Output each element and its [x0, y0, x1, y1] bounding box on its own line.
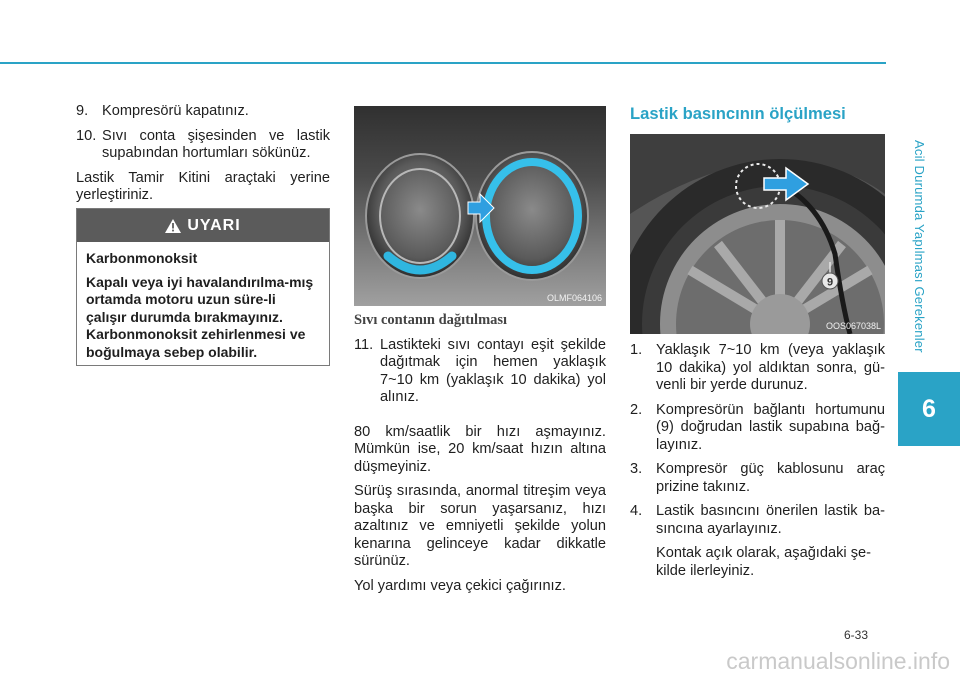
figure-code: OOS067038L: [825, 321, 881, 331]
warning-body: [77, 242, 329, 369]
list-item: [630, 402, 885, 455]
subheading: Sıvı contanın dağıtılması: [354, 312, 508, 328]
header-rule: [0, 62, 886, 64]
paragraph: Lastik Tamir Kitini araçtaki yerine yerleştiriniz.: [76, 169, 330, 203]
warning-triangle-icon: [165, 219, 181, 233]
list-number: 10.: [76, 127, 97, 144]
list-item: [354, 337, 606, 407]
figure-tire-pressure: [630, 134, 885, 334]
list-item: [76, 103, 330, 121]
list-text: Sıvı conta şişesinden ve lastik supabından hortumları sökünüz.: [102, 127, 330, 161]
column-left: [76, 103, 330, 212]
list-number: 4.: [630, 503, 643, 519]
watermark: carmanualsonline.info: [726, 648, 950, 674]
chapter-side-title: [907, 140, 931, 390]
list-number: 11.: [354, 336, 374, 353]
chapter-side-title-text: Acil Durumda Yapılması Gerekenler: [912, 140, 927, 353]
list-text: Kompresör güç kablosunu araç prizine takınız.: [656, 461, 885, 495]
figure-tire-sealant: [354, 106, 606, 306]
list-text: Kompresörün bağlantı hortumunu (9) doğrudan lastik supabına bağ-layınız.: [656, 401, 885, 453]
tire-sealant-illustration: [354, 106, 606, 306]
chapter-tab: 6: [898, 372, 960, 446]
list-item: [630, 342, 885, 395]
figure-callout: 9: [826, 276, 834, 289]
list-number: 9.: [76, 103, 89, 119]
paragraph: Kontak açık olarak, aşağıdaki şe-kilde ilerleyiniz.: [656, 545, 871, 579]
column-right: [630, 342, 885, 587]
section-heading: Lastik basıncının ölçülmesi: [630, 104, 846, 123]
paragraph: Yol yardımı veya çekici çağırınız.: [354, 577, 566, 594]
paragraph: Sürüş sırasında, anormal titreşim veya başka bir sorun yaşarsanız, hızı azaltınız ve emniyetli şekilde yolun kenarına gelinceye kadar dikkatle sürünüz.: [354, 483, 606, 569]
list-item: [76, 128, 330, 163]
list-text: Lastikteki sıvı contayı eşit şekilde dağıtmak için hemen yaklaşık 7~10 km (yaklaşık 10 dakika) yol alınız.: [380, 336, 606, 405]
list-number: 3.: [630, 461, 643, 477]
warning-header: [77, 209, 329, 242]
list-number: 1.: [630, 342, 643, 358]
warning-box: [76, 208, 330, 366]
warning-title: UYARI: [187, 216, 241, 234]
column-middle: [354, 312, 606, 602]
figure-code: OLMF064106: [546, 293, 602, 303]
warning-subtitle: Karbonmonoksit: [86, 250, 198, 266]
warning-text: Kapalı veya iyi havalandırılma-mış ortamda motoru uzun süre-li çalışır durumda bırakmayınız. Karbonmonoksit zehirlenmesi ve boğulmaya sebep olabilir.: [86, 273, 314, 360]
list-text: Yaklaşık 7~10 km (veya yaklaşık 10 dakika) yol aldıktan sonra, gü-venli bir yerde durunuz.: [656, 342, 885, 393]
list-text: Kompresörü kapatınız.: [102, 103, 249, 119]
list-item: [630, 503, 885, 538]
list-item: [630, 461, 885, 496]
page-number: 6-33: [844, 628, 869, 642]
tire-compressor-illustration: [630, 134, 885, 334]
paragraph: 80 km/saatlik bir hızı aşmayınız. Mümkün ise, 20 km/saat hızın altına düşmeyiniz.: [354, 423, 606, 475]
list-text: Lastik basıncını önerilen lastik ba-sıncına ayarlayınız.: [656, 503, 885, 537]
list-number: 2.: [630, 401, 643, 418]
